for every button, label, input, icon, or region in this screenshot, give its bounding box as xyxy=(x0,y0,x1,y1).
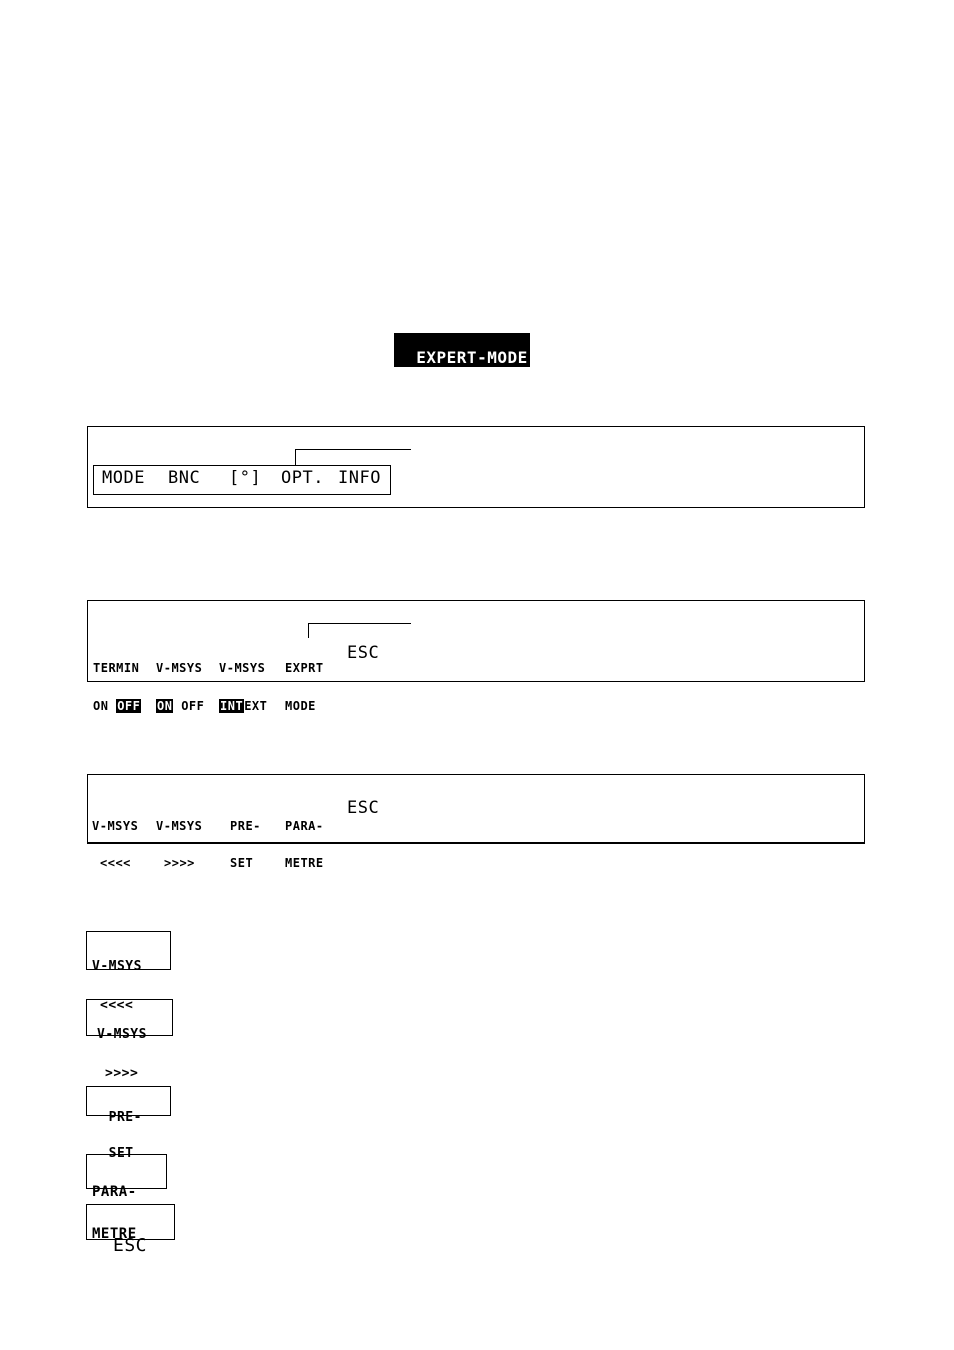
softkey-mode-label: MODE xyxy=(285,699,316,713)
softkey-vmsys-up-top: V-MSYS xyxy=(156,819,203,833)
softkey-degree[interactable]: [°] xyxy=(229,468,262,488)
vmsys-int-selected: INT xyxy=(220,699,244,713)
callout-line xyxy=(308,623,411,624)
softkey-esc[interactable]: ESC xyxy=(347,643,380,663)
softkey-vmsys-down[interactable] xyxy=(92,796,138,881)
softkey-vmsys-int-ext[interactable] xyxy=(219,638,267,724)
softkey-esc[interactable]: ESC xyxy=(347,798,380,818)
vmsys-ext: EXT xyxy=(244,699,268,713)
softkey-exprt-mode[interactable] xyxy=(285,638,324,724)
expert-mode-label: EXPERT-MODE xyxy=(416,348,528,367)
softkey-vmsys-down-arrows: <<<< xyxy=(100,856,131,870)
legend-esc-label: ESC xyxy=(113,1235,148,1256)
legend-parametre-top: PARA- xyxy=(92,1184,137,1200)
legend-parametre xyxy=(86,1154,167,1242)
softkey-preset[interactable] xyxy=(230,796,261,881)
legend-vmsys-down-arrows: <<<< xyxy=(100,998,134,1013)
legend-esc xyxy=(86,1204,175,1256)
legend-parametre-bottom: METRE xyxy=(92,1226,137,1242)
softkey-vmsys-on-off[interactable] xyxy=(156,638,204,724)
legend-preset-top: PRE- xyxy=(92,1110,142,1125)
softkey-termin-label: TERMIN xyxy=(93,661,140,675)
termin-on: ON xyxy=(93,699,109,713)
softkey-parametre-top: PARA- xyxy=(285,819,324,833)
callout-line xyxy=(295,449,411,450)
softkey-exprt-label: EXPRT xyxy=(285,661,324,675)
legend-preset xyxy=(86,1086,171,1161)
callout-line-drop xyxy=(308,623,309,638)
legend-vmsys-down xyxy=(86,931,171,1013)
softkey-info[interactable]: INFO xyxy=(338,468,381,488)
softkey-parametre[interactable] xyxy=(285,796,324,881)
softkey-parametre-bottom: METRE xyxy=(285,856,324,870)
softkey-bnc[interactable]: BNC xyxy=(168,468,201,488)
expert-mode-title xyxy=(394,333,530,367)
softkey-vmsys-label: V-MSYS xyxy=(219,661,266,675)
softkey-vmsys-label: V-MSYS xyxy=(156,661,203,675)
softkey-termin[interactable] xyxy=(93,638,141,724)
softkey-vmsys-up[interactable] xyxy=(156,796,202,881)
vmsys-off: OFF xyxy=(181,699,205,713)
softkey-opt[interactable]: OPT. xyxy=(281,468,324,488)
softkey-preset-top: PRE- xyxy=(230,819,261,833)
legend-vmsys-up-top: V-MSYS xyxy=(97,1027,147,1042)
softkey-vmsys-down-top: V-MSYS xyxy=(92,819,139,833)
vmsys-on-selected: ON xyxy=(157,699,173,713)
legend-vmsys-up xyxy=(86,999,173,1081)
termin-off-selected: OFF xyxy=(117,699,141,713)
legend-vmsys-up-arrows: >>>> xyxy=(105,1066,139,1081)
legend-vmsys-down-top: V-MSYS xyxy=(92,959,142,974)
legend-preset-bottom: SET xyxy=(92,1146,134,1161)
softkey-vmsys-up-arrows: >>>> xyxy=(164,856,195,870)
softkey-mode[interactable]: MODE xyxy=(102,468,145,488)
callout-line-drop xyxy=(295,449,296,465)
display-screen-expert-menu xyxy=(87,774,865,844)
softkey-preset-bottom: SET xyxy=(230,856,254,870)
